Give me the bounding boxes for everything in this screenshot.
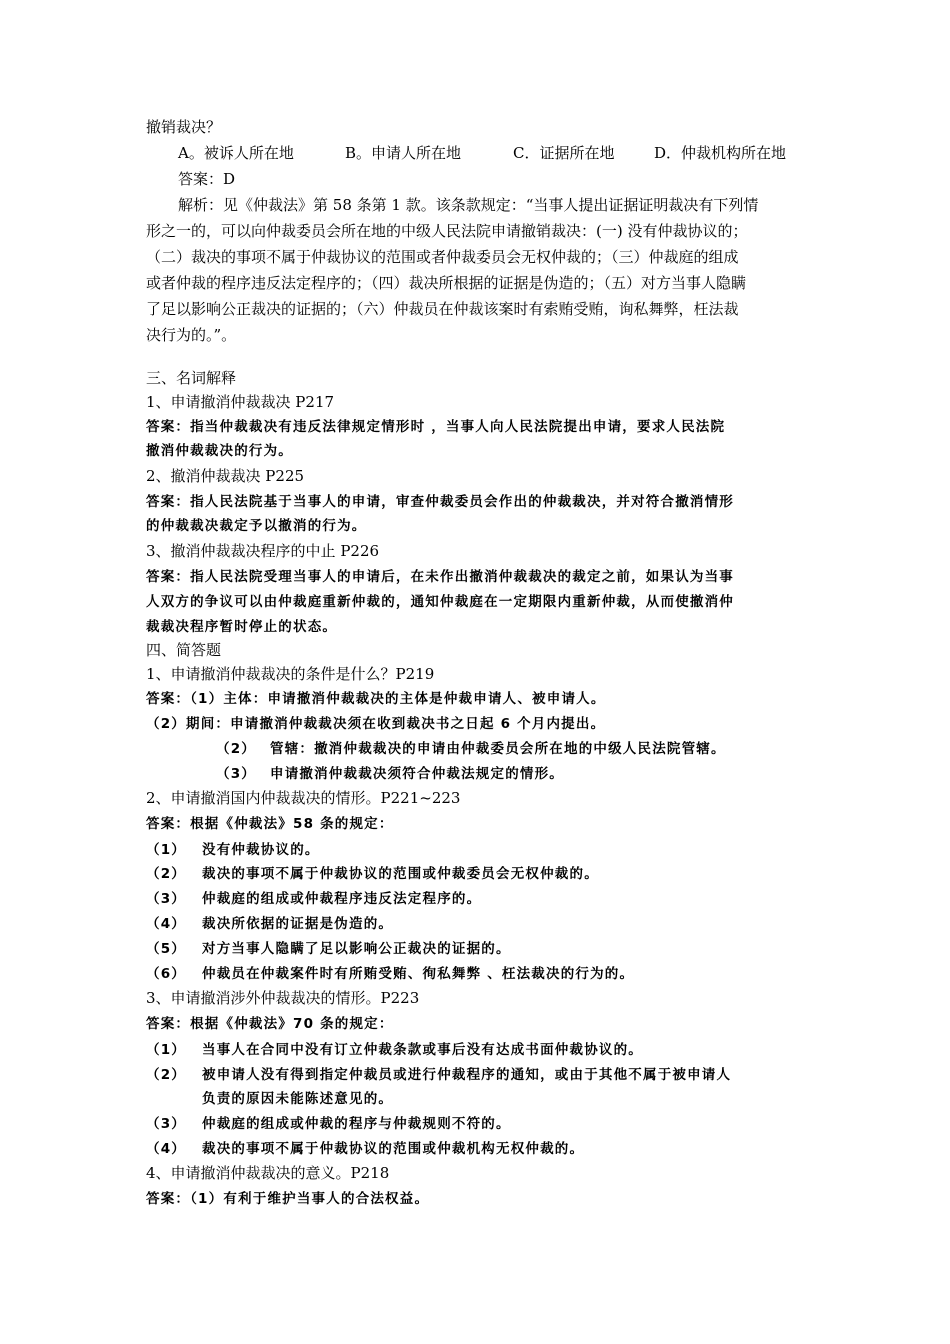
- question-tail: 撤销裁决？: [146, 118, 222, 136]
- list-number: （5）: [146, 941, 186, 957]
- term-heading: 1、申请撤消仲裁裁决 P217: [146, 393, 335, 411]
- list-item: 仲裁庭的组成或仲裁的程序与仲裁规则不符的。: [202, 1116, 511, 1132]
- answer-line: 答案：（1）主体：申请撤消仲裁裁决的主体是仲裁申请人、被申请人。: [146, 691, 606, 707]
- list-item: 裁决的事项不属于仲裁协议的范围或仲裁机构无权仲裁的。: [202, 1141, 585, 1157]
- list-number: （3）: [216, 766, 256, 782]
- answer-line: （2）期间：申请撤消仲裁裁决须在收到裁决书之日起 6 个月内提出。: [146, 716, 606, 732]
- section-title: 三、名词解释: [146, 369, 237, 387]
- term-answer: 答案：指人民法院受理当事人的申请后，在未作出撤消仲裁裁决的裁定之前，如果认为当事: [146, 569, 734, 585]
- list-number: （2）: [216, 741, 256, 757]
- list-number: （2）: [146, 866, 186, 882]
- question-heading: 2、申请撤消国内仲裁裁决的情形。P221~223: [146, 789, 461, 807]
- term-answer: 答案：指人民法院基于当事人的申请，审查仲裁委员会作出的仲裁裁决，并对符合撤消情形: [146, 494, 734, 510]
- term-answer: 的仲裁裁决裁定予以撤消的行为。: [146, 518, 367, 534]
- list-item: 没有仲裁协议的。: [202, 842, 320, 858]
- answer-line: 答案：D: [178, 170, 236, 188]
- list-item: 申请撤消仲裁裁决须符合仲裁法规定的情形。: [270, 766, 564, 782]
- list-number: （3）: [146, 891, 186, 907]
- list-number: （2）: [146, 1067, 186, 1083]
- option-b: B。申请人所在地: [345, 144, 462, 162]
- option-a: A。被诉人所在地: [178, 144, 294, 162]
- term-heading: 2、撤消仲裁裁决 P225: [146, 467, 305, 485]
- term-heading: 3、撤消仲裁裁决程序的中止 P226: [146, 542, 380, 560]
- option-c: C．证据所在地: [513, 144, 615, 162]
- list-number: （6）: [146, 966, 186, 982]
- list-number: （4）: [146, 916, 186, 932]
- list-number: （4）: [146, 1141, 186, 1157]
- term-answer: 答案：指当仲裁裁决有违反法律规定情形时 ，当事人向人民法院提出申请，要求人民法院: [146, 419, 726, 435]
- analysis-line: （二）裁决的事项不属于仲裁协议的范围或者仲裁委员会无权仲裁的；（三）仲裁庭的组成: [146, 248, 739, 266]
- answer-line: 答案：根据《仲裁法》70 条的规定：: [146, 1016, 394, 1032]
- term-answer: 撤消仲裁裁决的行为。: [146, 443, 293, 459]
- question-heading: 4、申请撤消仲裁裁决的意义。P218: [146, 1164, 390, 1182]
- list-item: 管辖：撤消仲裁裁决的申请由仲裁委员会所在地的中级人民法院管辖。: [270, 741, 726, 757]
- term-answer: 裁裁决程序暂时停止的状态。: [146, 619, 338, 635]
- list-number: （1）: [146, 842, 186, 858]
- analysis-line: 解析：见《仲裁法》第 58 条第 1 款。该条款规定：“当事人提出证据证明裁决有下列情: [178, 196, 759, 214]
- list-item-continued: 负责的原因未能陈述意见的。: [202, 1091, 394, 1107]
- question-heading: 3、申请撤消涉外仲裁裁决的情形。P223: [146, 989, 420, 1007]
- list-item: 仲裁员在仲裁案件时有所贿受贿、徇私舞弊 、枉法裁决的行为的。: [202, 966, 635, 982]
- answer-line: 答案：根据《仲裁法》58 条的规定：: [146, 816, 394, 832]
- analysis-line: 决行为的。”。: [146, 326, 237, 344]
- section-title: 四、简答题: [146, 641, 222, 659]
- list-item: 裁决所依据的证据是伪造的。: [202, 916, 394, 932]
- list-number: （3）: [146, 1116, 186, 1132]
- list-item: 仲裁庭的组成或仲裁程序违反法定程序的。: [202, 891, 482, 907]
- list-item: 裁决的事项不属于仲裁协议的范围或仲裁委员会无权仲裁的。: [202, 866, 599, 882]
- list-number: （1）: [146, 1042, 186, 1058]
- list-item: 被申请人没有得到指定仲裁员或进行仲裁程序的通知，或由于其他不属于被申请人: [202, 1067, 732, 1083]
- question-heading: 1、申请撤消仲裁裁决的条件是什么？P219: [146, 665, 435, 683]
- answer-line: 答案：（1）有利于维护当事人的合法权益。: [146, 1191, 430, 1207]
- analysis-line: 形之一的，可以向仲裁委员会所在地的中级人民法院申请撤销裁决：(一) 没有仲裁协议的；: [146, 222, 748, 240]
- list-item: 当事人在合同中没有订立仲裁条款或事后没有达成书面仲裁协议的。: [202, 1042, 643, 1058]
- term-answer: 人双方的争议可以由仲裁庭重新仲裁的，通知仲裁庭在一定期限内重新仲裁，从而使撤消仲: [146, 594, 734, 610]
- option-d: D．仲裁机构所在地: [654, 144, 787, 162]
- list-item: 对方当事人隐瞒了足以影响公正裁决的证据的。: [202, 941, 511, 957]
- analysis-line: 了足以影响公正裁决的证据的；（六）仲裁员在仲裁该案时有索贿受贿，询私舞弊，枉法裁: [146, 300, 739, 318]
- analysis-line: 或者仲裁的程序违反法定程序的；（四）裁决所根据的证据是伪造的；（五）对方当事人隐瞒: [146, 274, 747, 292]
